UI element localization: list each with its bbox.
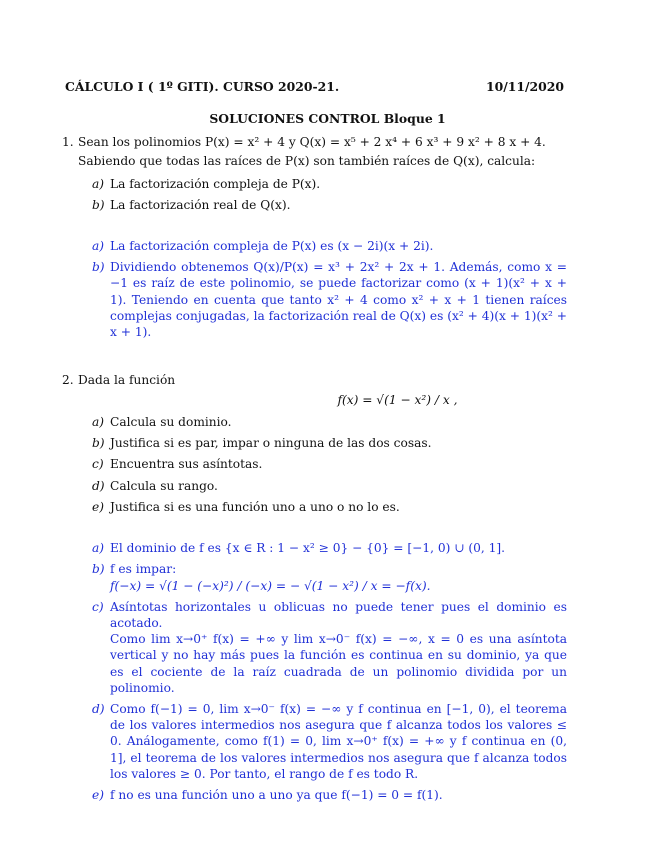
solution-part xyxy=(92,259,567,340)
part-text: Calcula su rango. xyxy=(110,478,218,493)
solution-text: El dominio de f es {x ∈ R : 1 − x² ≥ 0} − {0} = [−1, 0) ∪ (0, 1]. xyxy=(110,541,505,556)
question-part xyxy=(92,500,567,515)
solution-label: a) xyxy=(92,239,105,253)
part-label: c) xyxy=(92,457,104,472)
solution-part xyxy=(92,787,567,803)
question-1-parts xyxy=(92,177,567,214)
document-subtitle: SOLUCIONES CONTROL Bloque 1 xyxy=(209,111,446,126)
solution-label: b) xyxy=(92,562,105,577)
solution-text: Como f(−1) = 0, lim x→0⁻ f(x) = −∞ y f continua en [−1, 0), el teorema de los valores intermedios nos asegura que f alcanza todos los valores ≤ 0. Análogamente, como f(1) = 0, lim x→0⁺ f(x) = +∞ y f continua en (0, 1], el teorema de los valores intermedios nos asegura que f alcanza todos los valores ≥ 0. Por tanto, el rango de f es todo R. xyxy=(110,702,567,781)
solution-text: Dividiendo obtenemos Q(x)/P(x) = x³ + 2x² + 2x + 1. Además, como x = −1 es raíz de este polinomio, se puede factorizar como (x + 1)(x² + x + 1). Teniendo en cuenta que tanto x² + 4 como x² + x + 1 tienen raíces complejas conjugadas, la factorización real de Q(x) es (x² + 4)(x + 1)(x² + x + 1). xyxy=(110,260,567,340)
part-label: b) xyxy=(92,197,105,212)
question-2-parts xyxy=(92,415,567,515)
solution-text: La factorización compleja de P(x) es (x − 2i)(x + 2i). xyxy=(110,239,434,253)
part-text: Calcula su dominio. xyxy=(110,414,232,429)
exam-date: 10/11/2020 xyxy=(485,79,564,94)
document-body xyxy=(62,135,567,808)
question-2-intro: Dada la función xyxy=(78,373,176,388)
question-part xyxy=(92,436,567,451)
part-label: b) xyxy=(92,436,105,451)
solution-part xyxy=(92,701,567,782)
part-text: La factorización real de Q(x). xyxy=(110,197,291,212)
question-part xyxy=(92,479,567,494)
question-number: 2. xyxy=(62,373,74,388)
solution-label: a) xyxy=(92,541,105,556)
solution-label: b) xyxy=(92,260,105,275)
solution-text: f no es una función uno a uno ya que f(−1) = 0 = f(1). xyxy=(110,788,443,803)
part-label: e) xyxy=(92,499,104,514)
question-1-instruction: Sabiendo que todas las raíces de P(x) son también raíces de Q(x), calcula: xyxy=(78,154,536,169)
question-part xyxy=(92,457,567,472)
odd-function-formula: f(−x) = √(1 − (−x)²) / (−x) = − √(1 − x²) / x = −f(x). xyxy=(110,578,431,593)
solution-text: f es impar: xyxy=(110,562,177,577)
solution-text: Asíntotas horizontales u oblicuas no puede tener pues el dominio es acotado. xyxy=(110,599,567,630)
solution-part xyxy=(92,540,567,556)
solution-part xyxy=(92,561,567,593)
part-text: La factorización compleja de P(x). xyxy=(110,176,321,191)
solution-part xyxy=(92,238,567,254)
question-1-solutions xyxy=(92,238,567,340)
question-part xyxy=(92,415,567,430)
function-formula: f(x) = √(1 − x²) / x , xyxy=(337,392,458,407)
question-2 xyxy=(62,373,567,803)
solution-text-continued: Como lim x→0⁺ f(x) = +∞ y lim x→0⁻ f(x) = −∞, x = 0 es una asíntota vertical y no hay más pues la función es continua en su dominio, ya que es el cociente de la raíz cuadrada de un polinomio dividida por un polinomio. xyxy=(110,632,567,695)
header xyxy=(65,79,564,95)
part-label: a) xyxy=(92,414,105,429)
question-2-solutions xyxy=(92,540,567,803)
question-part xyxy=(92,198,567,213)
question-1 xyxy=(62,135,567,340)
solution-label: e) xyxy=(92,788,104,803)
part-text: Justifica si es par, impar o ninguna de las dos cosas. xyxy=(110,436,432,451)
question-number: 1. xyxy=(62,135,74,149)
solution-label: d) xyxy=(92,702,105,717)
part-text: Justifica si es una función uno a uno o no lo es. xyxy=(110,499,400,514)
question-part xyxy=(92,177,567,192)
solution-label: c) xyxy=(92,599,104,614)
part-text: Encuentra sus asíntotas. xyxy=(110,457,263,472)
part-label: d) xyxy=(92,478,105,493)
part-label: a) xyxy=(92,176,105,191)
course-title: CÁLCULO I ( 1º GITI). CURSO 2020-21. xyxy=(65,79,340,94)
question-1-statement: Sean los polinomios P(x) = x² + 4 y Q(x) = x⁵ + 2 x⁴ + 6 x³ + 9 x² + 8 x + 4. xyxy=(78,135,546,149)
solution-part xyxy=(92,599,567,696)
